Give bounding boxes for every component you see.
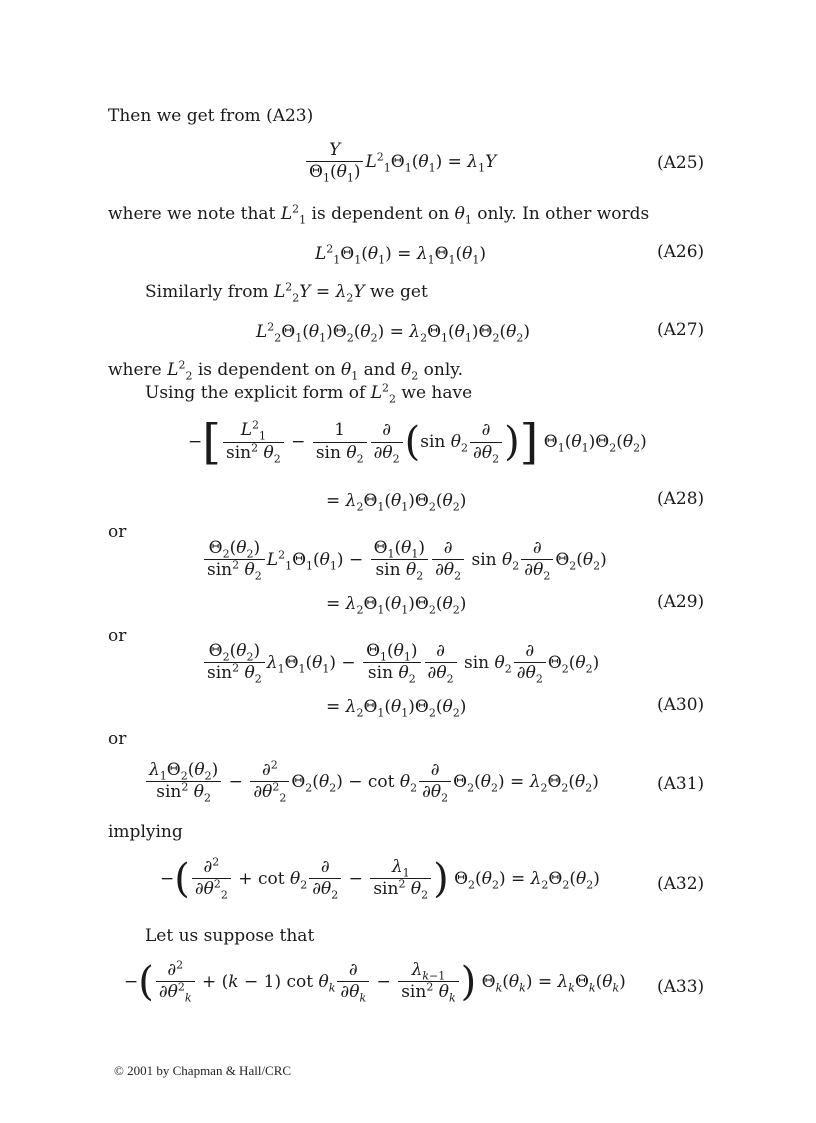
connector-or: or [108,626,127,646]
equation-a29-line1: $\frac{\Theta_2(\theta_2)}{\sin^2 \theta_2}$ $L^2_1\Theta_1(\theta_1)$ − $\frac{\Theta_1(\theta_1)}{\sin \theta_2}$ $\frac{\partial}{\partial\theta_2}$ $\sin \theta_2$ $\frac{\partial}{\partial\theta_2}$ $\Theta_2(\theta_2)$ [202,538,607,582]
equation-number-a29: (A29) [657,592,705,612]
equation-a26: $L^2_1\Theta_1(\theta_1) = \lambda_1\Theta_1(\theta_1)$ [315,242,487,267]
equation-a27: $L^2_2\Theta_1(\theta_1)\Theta_2(\theta_2) = \lambda_2\Theta_1(\theta_1)\Theta_2(\theta_2)$ [256,320,530,345]
text-fragment: where [108,360,162,380]
equation-number-a31: (A31) [657,774,705,794]
equation-number-a32: (A32) [657,874,705,894]
equation-a28-line1: −[ $\frac{L^2_1}{\sin^2 \theta_2}$ − $\frac{1}{\sin \theta_2}$ $\frac{\partial}{\partial\theta_2}$ (sin $\theta_2$ $\frac{\partial}{\partial\theta_2}$ )] $\Theta_1(\theta_1)\Theta_2(\theta_2)$ [188,414,647,470]
paragraph-line [108,108,313,125]
paragraph-line: Similarly from $L^2_2Y = \lambda_2Y$ we get [145,280,428,305]
equation-number-a25: (A25) [657,153,705,173]
equation-a30-line2: = $\lambda_2\Theta_1(\theta_1)\Theta_2(\theta_2)$ [326,697,467,720]
text-fragment: we get [369,282,428,302]
text-fragment: Similarly from [145,282,269,302]
connector-or: or [108,729,127,749]
equation-a25: $\frac{Y}{\Theta_1(\theta_1)}$ $L^2_1\Theta_1(\theta_1) = \lambda_1Y$ [304,140,496,184]
equation-number-a26: (A26) [657,242,705,262]
equation-number-a33: (A33) [657,977,705,997]
text-fragment: is dependent on [311,204,450,224]
text-then-we-get: Then we get from (A23) [108,106,314,126]
connector-implying: implying [108,822,183,842]
equation-a33: −( $\frac{\partial^2}{\partial\theta^2_k}$ + (k − 1) $\cot \theta_k$ $\frac{\partial}{\partial\theta_k}$ − $\frac{\lambda_{k-1}}{\sin^2 \theta_k}$ ) $\Theta_k(\theta_k) = \lambda_k\Theta_k(\theta_k)$ [124,958,626,1005]
equation-number-a28: (A28) [657,489,705,509]
copyright-footer: © 2001 by Chapman & Hall/CRC [114,1063,292,1078]
paragraph-line: Using the explicit form of $L^2_2$ we have [145,381,473,406]
paragraph-line: Let us suppose that [145,926,315,946]
text-fragment: only. [423,360,464,380]
paragraph-line: where we note that $L^2_1$ is dependent on $\theta_1$ only. In other words [108,202,650,227]
paragraph-line: where $L^2_2$ is dependent on $\theta_1$ and $\theta_2$ only. [108,358,464,383]
connector-or: or [108,522,127,542]
text-fragment: is dependent on [197,360,336,380]
equation-a31: $\frac{\lambda_1\Theta_2(\theta_2)}{\sin^2 \theta_2}$ − $\frac{\partial^2}{\partial\theta^2_2}$ $\Theta_2(\theta_2) - \cot \theta_2$ $\frac{\partial}{\partial\theta_2}$ $\Theta_2(\theta_2) = \lambda_2\Theta_2(\theta_2)$ [144,760,599,804]
text-fragment: where we note that [108,204,276,224]
text-fragment: Using the explicit form of [145,383,366,403]
text-fragment: only. In other words [477,204,650,224]
equation-a32: −( $\frac{\partial^2}{\partial\theta^2_2}$ + $\cot \theta_2$ $\frac{\partial}{\partial\theta_2}$ − $\frac{\lambda_1}{\sin^2 \theta_2}$ ) $\Theta_2(\theta_2) = \lambda_2\Theta_2(\theta_2)$ [160,855,600,902]
text-fragment: we have [401,383,473,403]
equation-a30-line1: $\frac{\Theta_2(\theta_2)}{\sin^2 \theta_2}$ $\lambda_1\Theta_1(\theta_1)$ − $\frac{\Theta_1(\theta_1)}{\sin \theta_2}$ $\frac{\partial}{\partial\theta_2}$ $\sin \theta_2$ $\frac{\partial}{\partial\theta_2}$ $\Theta_2(\theta_2)$ [202,641,599,685]
equation-number-a30: (A30) [657,695,705,715]
equation-a29-line2: = $\lambda_2\Theta_1(\theta_1)\Theta_2(\theta_2)$ [326,594,467,617]
equation-number-a27: (A27) [657,320,705,340]
text-fragment: and [363,360,396,380]
equation-a28-line2: = $\lambda_2\Theta_1(\theta_1)\Theta_2(\theta_2)$ [326,491,467,514]
